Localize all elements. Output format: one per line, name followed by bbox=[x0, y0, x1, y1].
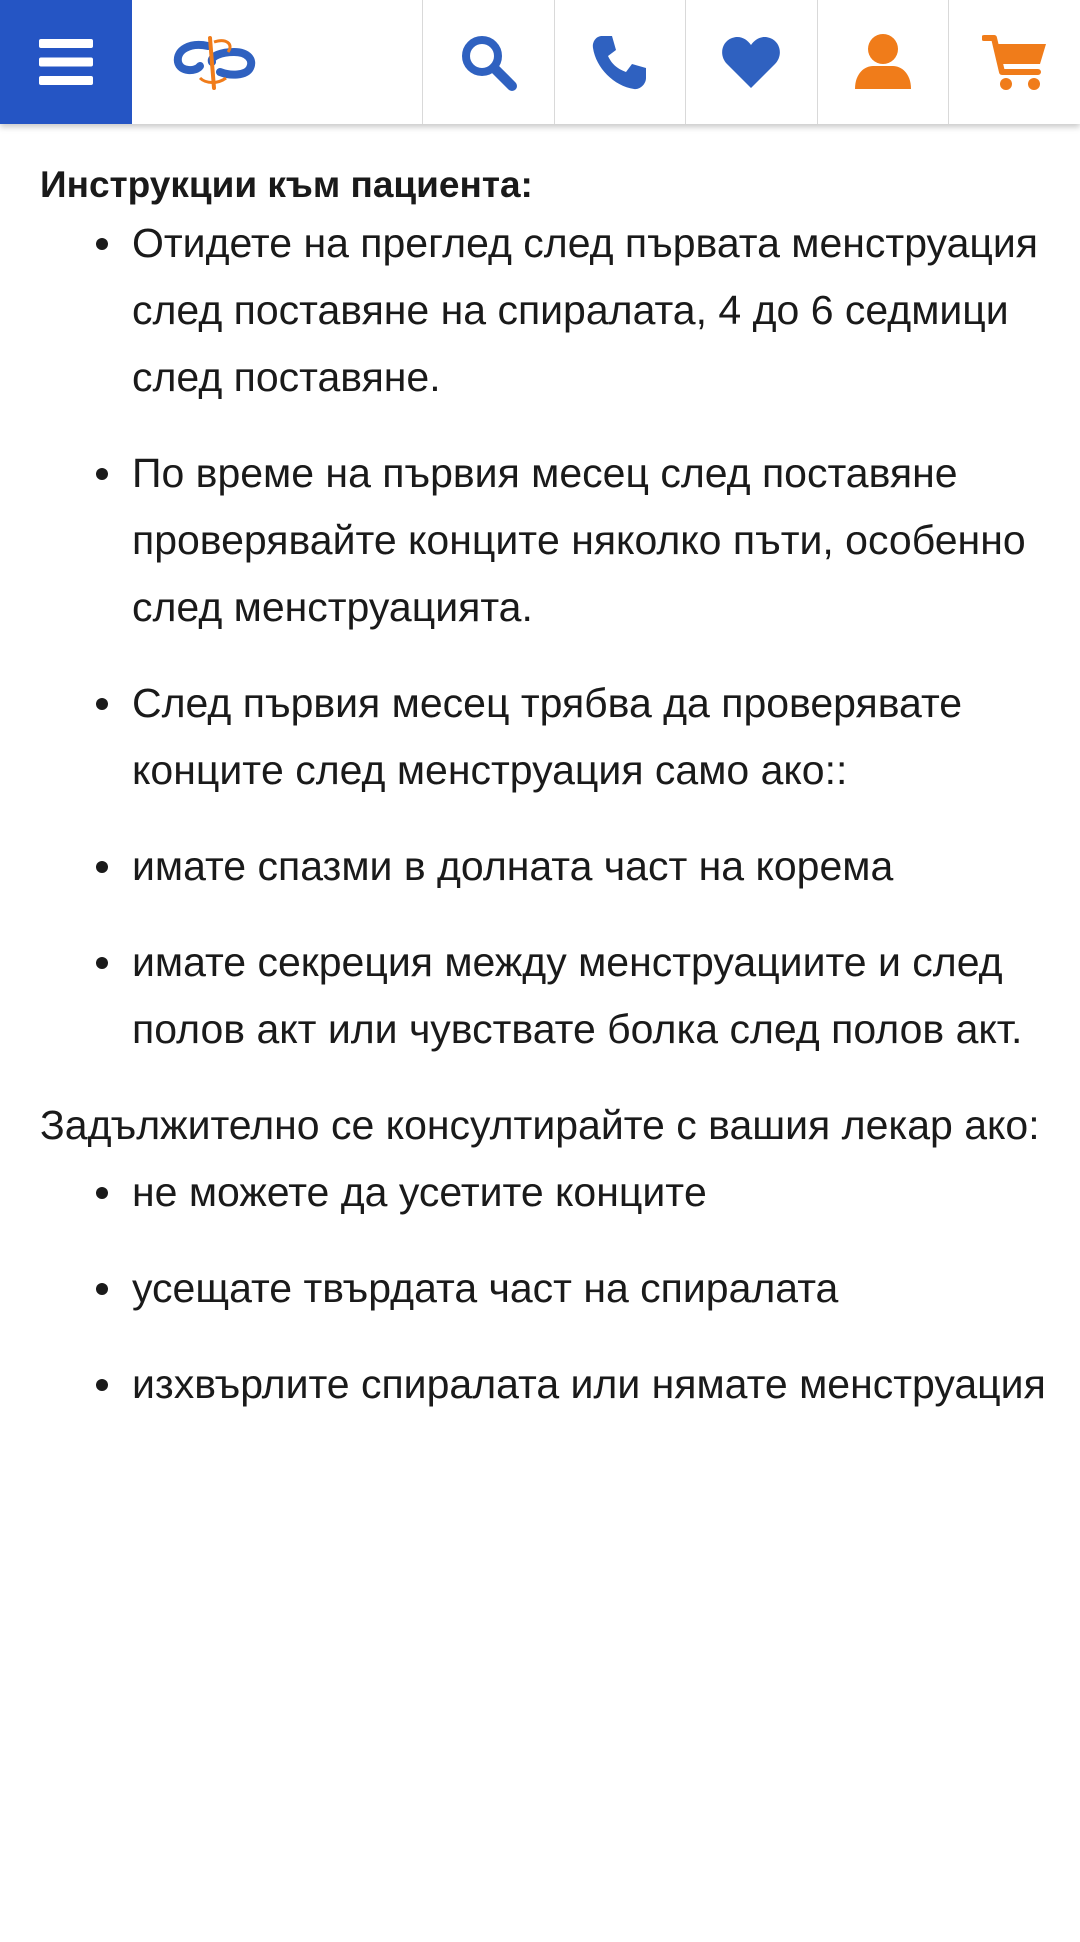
phone-icon bbox=[590, 32, 650, 92]
search-button[interactable] bbox=[422, 0, 554, 124]
list-item: По време на първия месец след поставяне проверявайте концитe няколко пъти, особенно след менструацията. bbox=[0, 440, 1080, 641]
user-icon bbox=[853, 33, 913, 91]
account-button[interactable] bbox=[817, 0, 949, 124]
article-content bbox=[0, 124, 1080, 1447]
list-item: След първия месец трябва да проверявате концитe след менструация само ако:: bbox=[0, 670, 1080, 804]
bullet-icon bbox=[96, 1187, 108, 1199]
bullet-icon bbox=[96, 861, 108, 873]
instructions-list bbox=[0, 210, 1080, 1063]
list-item: имате спазми в долната част на корема bbox=[0, 833, 1080, 900]
cart-button[interactable] bbox=[948, 0, 1080, 124]
bullet-icon bbox=[96, 1283, 108, 1295]
list-item: усещате твърдата част на спиралата bbox=[0, 1255, 1080, 1322]
list-item: не можете да усетите концитe bbox=[0, 1159, 1080, 1226]
logo-link[interactable] bbox=[132, 0, 422, 124]
bullet-icon bbox=[96, 957, 108, 969]
list-item: изхвърлите спиралата или нямате менструация bbox=[0, 1351, 1080, 1418]
cart-icon bbox=[982, 32, 1048, 92]
bullet-icon bbox=[96, 238, 108, 250]
phone-button[interactable] bbox=[554, 0, 686, 124]
consult-list bbox=[0, 1159, 1080, 1418]
menu-button[interactable] bbox=[0, 0, 132, 124]
search-icon bbox=[458, 32, 518, 92]
site-header bbox=[0, 0, 1080, 124]
bullet-icon bbox=[96, 468, 108, 480]
section-heading: Инструкции към пациента: bbox=[40, 164, 533, 205]
wishlist-button[interactable] bbox=[685, 0, 817, 124]
bullet-icon bbox=[96, 698, 108, 710]
pharmacy-logo bbox=[170, 32, 260, 92]
heart-icon bbox=[720, 34, 782, 90]
menu-icon bbox=[39, 39, 93, 85]
consult-paragraph: Задължително се консултирайте с вашия лекар ако: bbox=[40, 1102, 1040, 1148]
list-item: имате секреция между менструациите и след полов акт или чувствате болка след полов акт. bbox=[0, 929, 1080, 1063]
list-item: Отидете на преглед след първата менструация след поставяне на спиралата, 4 до 6 седмици след поставяне. bbox=[0, 210, 1080, 411]
bullet-icon bbox=[96, 1379, 108, 1391]
